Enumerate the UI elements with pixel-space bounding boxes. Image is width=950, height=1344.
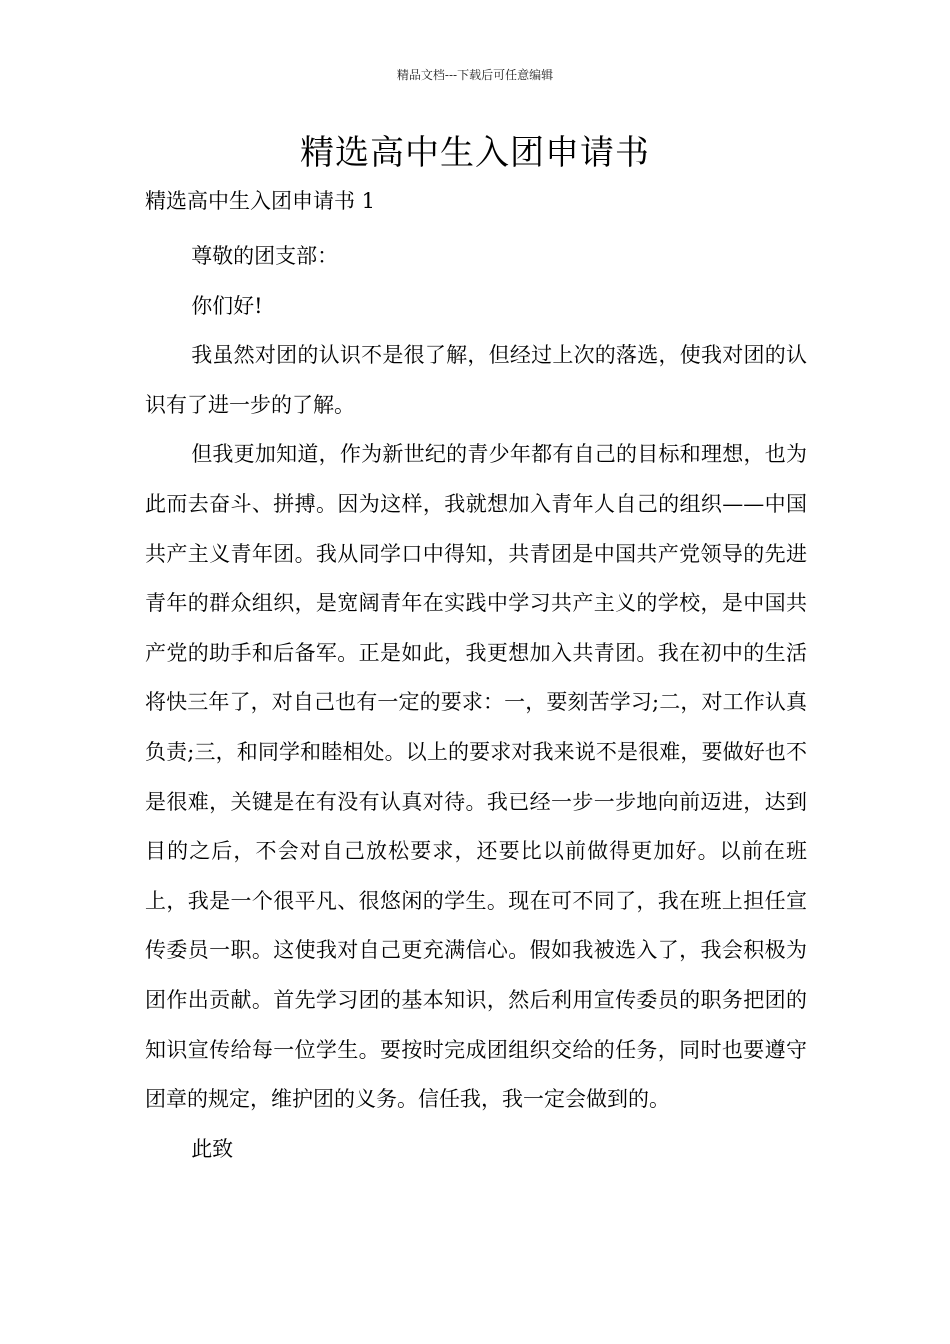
header-note: 精品文档---下载后可任意编辑 [396,68,554,82]
document-title: 精选高中生入团申请书 [300,133,650,173]
salutation: 尊敬的团支部： [191,244,339,268]
greeting: 你们好! [191,293,263,318]
section-heading: 精选高中生入团申请书 1 [145,189,376,213]
closing: 此致 [191,1136,234,1161]
paragraph: 但我更加知道，作为新世纪的青少年都有自己的目标和理想，也为此而去奋斗、拼搏。因为这样，我就想加入青年人自己的组织——中国共产主义青年团。我从同学口中得知，共青团是中国共产党领导的先进青年的群众组织，是宽阔青年在实践中学习共产主义的学校，是中国共产党的助手和后备军。正是如此，我更想加入共青团。我在初中的生活将快三年了，对自己也有一定的要求：一，要刻苦学习;二，对工作认真负责;三，和同学和睦相处。以上的要求对我来说不是很难，要做好也不是很难，关键是在有没有认真对待。我已经一步一步地向前迈进，达到目的之后，不会对自己放松要求，还要比以前做得更加好。以前在班上，我是一个很平凡、很悠闲的学生。现在可不同了，我在班上担任宣传委员一职。这使我对自己更充满信心。假如我被选入了，我会积极为团作出贡献。首先学习团的基本知识，然后利用宣传委员的职务把团的知识宣传给每一位学生。要按时完成团组织交给的任务，同时也要遵守团章的规定，维护团的义务。信任我，我一定会做到的。 [145,442,807,1112]
document-body [145,232,807,1174]
paragraph: 我虽然对团的认识不是很了解，但经过上次的落选，使我对团的认识有了进一步的了解。 [145,343,807,417]
